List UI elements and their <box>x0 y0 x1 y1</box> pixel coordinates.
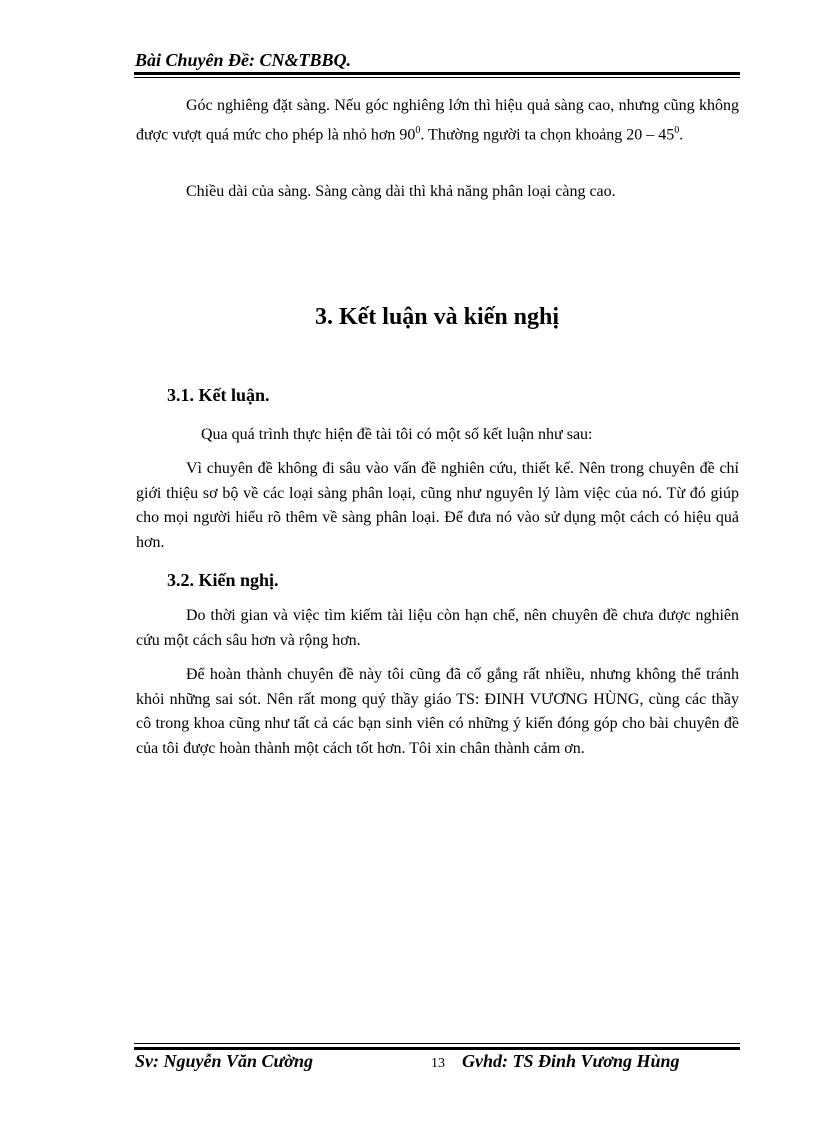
superscript-degree: 0 <box>674 124 680 136</box>
paragraph-length: Chiều dài của sàng. Sàng càng dài thì khả năng phân loại càng cao. <box>186 183 616 200</box>
paragraph-conclusion-intro: Qua quá trình thực hiện đề tài tôi có một số kết luận như sau: <box>201 426 593 443</box>
header-rule-thick <box>134 72 740 75</box>
paragraph-recommendation-1: Do thời gian và việc tìm kiếm tài liệu còn hạn chế, nên chuyên đề chưa được nghiên cứu một cách sâu hơn và rộng hơn. <box>136 607 739 649</box>
paragraph-recommendation-2: Để hoàn thành chuyên đề này tôi cũng đã cố gắng rất nhiều, nhưng không thể tránh khỏi những sai sót. Nên rất mong quý thầy giáo TS: ĐINH VƯƠNG HÙNG, cùng các thầy cô trong khoa cũng như tất cả các bạn sinh viên có những ý kiến đóng góp cho bài chuyên đề của tôi được hoàn thành một cách tốt hơn. Tôi xin chân thành cảm ơn. <box>136 666 739 757</box>
footer-rule-thick <box>134 1047 740 1050</box>
header-title: Bài Chuyên Đề: CN&TBBQ. <box>135 50 352 70</box>
superscript-degree: 0 <box>415 124 421 136</box>
footer-student: Sv: Nguyễn Văn Cường <box>135 1051 313 1071</box>
page-number: 13 <box>431 1056 445 1071</box>
paragraph-conclusion-body: Vì chuyên đề không đi sâu vào vấn đề nghiên cứu, thiết kế. Nên trong chuyên đề chỉ giới thiệu sơ bộ về các loại sàng phân loại, cũng như nguyên lý làm việc của nó. Từ đó giúp cho mọi người hiểu rõ thêm về sàng phân loại. Để đưa nó vào sử dụng một cách có hiệu quả hơn. <box>136 460 739 551</box>
footer-advisor: Gvhd: TS Đinh Vương Hùng <box>462 1051 680 1071</box>
section-title: 3. Kết luận và kiến nghị <box>314 304 560 330</box>
subsection-heading-recommendation: 3.2. Kiến nghị. <box>167 570 279 590</box>
header-rule-thin <box>134 77 740 78</box>
footer-rule-thin <box>134 1043 740 1044</box>
paragraph-angle: Góc nghiêng đặt sàng. Nếu góc nghiêng lớn thì hiệu quả sàng cao, nhưng cũng không được vượt quá mức cho phép là nhỏ hơn $90^0$. Thường người ta chọn khoảng $20 - 45^0$. <box>136 97 739 143</box>
subsection-heading-conclusion: 3.1. Kết luận. <box>167 385 270 405</box>
